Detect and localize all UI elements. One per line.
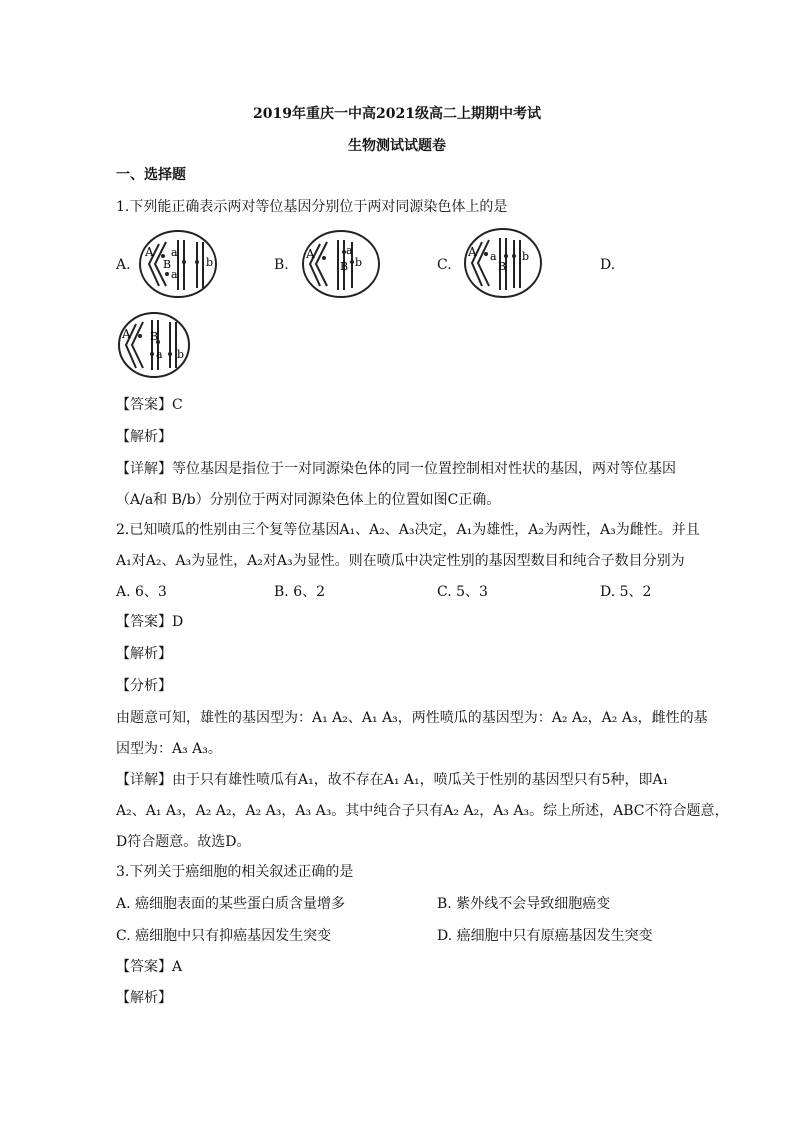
q3-option-d: D. 癌细胞中只有原癌基因发生突变: [437, 928, 653, 944]
q1-option-c-label: C.: [437, 257, 452, 273]
fig-b-label-2: a: [346, 244, 353, 257]
q2-detail-line-1: 【详解】由于只有雄性喷瓜有A₁，故不存在A₁ A₁，喷瓜关于性别的基因型只有5种，即A₁: [116, 772, 669, 788]
exam-title: 2019年重庆一中高2021级高二上期期中考试: [253, 106, 541, 122]
q1-stem: 1.下列能正确表示两对等位基因分别位于两对同源染色体上的是: [116, 199, 508, 215]
cell-figure-a: [137, 228, 219, 300]
q2-option-a: A. 6、3: [116, 584, 167, 600]
fig-c-label-2: a: [490, 250, 497, 263]
q2-answer: 【答案】D: [116, 614, 184, 630]
q2-stem-line-1: 2.已知喷瓜的性别由三个复等位基因A₁、A₂、A₃决定，A₁为雄性，A₂为两性，A₃为雌性。并且: [116, 522, 700, 538]
q3-option-b: B. 紫外线不会导致细胞癌变: [437, 896, 611, 912]
cell-figure-b: [300, 228, 382, 300]
fig-a-label-4: B: [163, 258, 172, 271]
cell-figure-c: [462, 226, 544, 300]
q1-detail-line-1: 【详解】等位基因是指位于一对同源染色体的同一位置控制相对性状的基因，两对等位基因: [116, 461, 676, 477]
fig-d-label-4: b: [177, 348, 185, 361]
q1-option-b-label: B.: [274, 257, 289, 273]
fig-a-label-2: a: [171, 246, 178, 259]
fig-b-label-4: B: [340, 260, 349, 273]
fig-d-label-1: A: [122, 327, 131, 341]
q3-option-a: A. 癌细胞表面的某些蛋白质含量增多: [116, 896, 346, 912]
q2-detail-line-2: A₂、A₁ A₃，A₂ A₂，A₂ A₃，A₃ A₃。其中纯合子只有A₂ A₂，A₃ A₃。综上所述，ABC不符合题意，: [116, 803, 729, 819]
q1-detail-line-2: （A/a和 B/b）分别位于两对同源染色体上的位置如图C正确。: [116, 492, 501, 508]
q1-option-a-label: A.: [116, 257, 131, 273]
q2-option-b: B. 6、2: [274, 584, 326, 600]
q2-analysis-label: 【解析】: [116, 646, 172, 662]
q2-fenxi-line-2: 因型为：A₃ A₃。: [116, 741, 222, 757]
q2-stem-line-2: A₁对A₂、A₃为显性，A₂对A₃为显性。则在喷瓜中决定性别的基因型数目和纯合子数目分别为: [116, 553, 685, 569]
fig-c-label-3: b: [522, 250, 530, 263]
q2-option-d: D. 5、2: [600, 584, 652, 600]
fig-d-label-3: a: [156, 348, 163, 361]
q1-analysis-label: 【解析】: [116, 429, 172, 445]
q3-analysis-label: 【解析】: [116, 990, 172, 1006]
q3-option-c: C. 癌细胞中只有抑癌基因发生突变: [116, 928, 332, 944]
fig-d-label-2: B: [150, 330, 159, 343]
cell-figure-d: [116, 310, 192, 380]
fig-a-label-3: b: [206, 256, 214, 269]
fig-c-label-1: A: [468, 245, 477, 259]
q2-detail-line-3: D符合题意。故选D。: [116, 834, 251, 850]
q3-stem: 3.下列关于癌细胞的相关叙述正确的是: [116, 864, 354, 880]
fig-b-label-3: b: [355, 256, 363, 269]
q3-answer: 【答案】A: [116, 959, 183, 975]
fig-a-label-5: a: [171, 268, 178, 281]
fig-b-label-1: A: [306, 247, 315, 261]
q1-answer: 【答案】C: [116, 397, 183, 413]
q2-fenxi-line-1: 由题意可知，雄性的基因型为：A₁ A₂、A₁ A₃，两性喷瓜的基因型为：A₂ A₂，A₂ A₃，雌性的基: [116, 710, 708, 726]
q1-option-d-label: D.: [600, 257, 616, 273]
fig-c-label-4: B: [498, 260, 507, 273]
fig-a-label-1: A: [145, 245, 154, 259]
q2-option-c: C. 5、3: [437, 584, 488, 600]
section-heading: 一、选择题: [116, 167, 186, 183]
exam-subtitle: 生物测试试题卷: [348, 138, 446, 154]
q2-fenxi-label: 【分析】: [116, 678, 172, 694]
